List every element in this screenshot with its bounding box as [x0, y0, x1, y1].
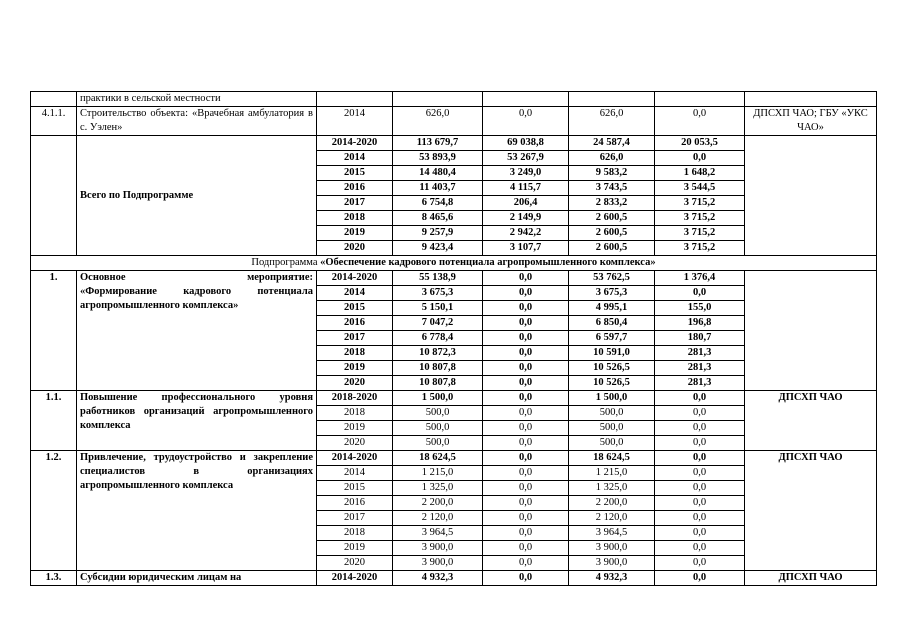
okrug-cell: 18 624,5 — [569, 451, 655, 466]
okrug-cell: 4 995,1 — [569, 301, 655, 316]
year-cell: 2020 — [317, 241, 393, 256]
total-cell: 113 679,7 — [393, 136, 483, 151]
year-cell: 2020 — [317, 556, 393, 571]
total-cell: 500,0 — [393, 406, 483, 421]
okrug-cell: 626,0 — [569, 107, 655, 136]
row-number: 1.1. — [31, 391, 77, 451]
federal-cell: 0,0 — [483, 526, 569, 541]
other-cell: 281,3 — [655, 346, 745, 361]
okrug-cell: 3 675,3 — [569, 286, 655, 301]
federal-cell: 0,0 — [483, 436, 569, 451]
federal-cell: 0,0 — [483, 496, 569, 511]
year-cell: 2019 — [317, 421, 393, 436]
federal-cell: 0,0 — [483, 361, 569, 376]
federal-cell: 69 038,8 — [483, 136, 569, 151]
okrug-cell: 500,0 — [569, 406, 655, 421]
item-name: Строительство объекта: «Врачебная амбулатория в с. Уэлен» — [77, 107, 317, 136]
subprogram-title: «Обеспечение кадрового потенциала агропромышленного комплекса» — [320, 257, 656, 268]
table-row — [31, 107, 877, 136]
year-cell: 2020 — [317, 436, 393, 451]
total-cell: 3 964,5 — [393, 526, 483, 541]
okrug-cell: 10 526,5 — [569, 376, 655, 391]
year-cell: 2014-2020 — [317, 451, 393, 466]
row-number: 1. — [31, 271, 77, 391]
okrug-cell: 2 200,0 — [569, 496, 655, 511]
federal-cell: 4 115,7 — [483, 181, 569, 196]
okrug-cell: 3 964,5 — [569, 526, 655, 541]
okrug-cell: 1 215,0 — [569, 466, 655, 481]
other-cell: 3 715,2 — [655, 226, 745, 241]
okrug-cell: 4 932,3 — [569, 571, 655, 586]
year-cell: 2016 — [317, 496, 393, 511]
budget-table-body — [31, 92, 877, 586]
row-number: 1.3. — [31, 571, 77, 586]
other-cell: 0,0 — [655, 391, 745, 406]
executor-cell — [745, 271, 877, 391]
okrug-cell: 6 597,7 — [569, 331, 655, 346]
year-cell: 2016 — [317, 181, 393, 196]
table-row — [31, 451, 877, 466]
table-row — [31, 271, 877, 286]
table-row — [31, 571, 877, 586]
total-cell: 3 900,0 — [393, 556, 483, 571]
federal-cell: 3 107,7 — [483, 241, 569, 256]
okrug-cell: 626,0 — [569, 151, 655, 166]
okrug-cell: 2 120,0 — [569, 511, 655, 526]
other-cell: 0,0 — [655, 436, 745, 451]
okrug-cell: 2 600,5 — [569, 241, 655, 256]
total-cell: 3 675,3 — [393, 286, 483, 301]
federal-cell: 0,0 — [483, 556, 569, 571]
other-cell: 180,7 — [655, 331, 745, 346]
total-cell: 55 138,9 — [393, 271, 483, 286]
federal-cell: 3 249,0 — [483, 166, 569, 181]
other-cell: 0,0 — [655, 421, 745, 436]
okrug-cell — [569, 92, 655, 107]
other-cell: 0,0 — [655, 571, 745, 586]
year-cell: 2014 — [317, 286, 393, 301]
year-cell: 2015 — [317, 166, 393, 181]
other-cell: 281,3 — [655, 361, 745, 376]
okrug-cell: 2 833,2 — [569, 196, 655, 211]
okrug-cell: 3 743,5 — [569, 181, 655, 196]
executor-cell: ДПСХП ЧАО — [745, 391, 877, 451]
total-cell: 10 807,8 — [393, 376, 483, 391]
table-row — [31, 136, 877, 151]
federal-cell: 0,0 — [483, 316, 569, 331]
other-cell: 155,0 — [655, 301, 745, 316]
federal-cell: 2 942,2 — [483, 226, 569, 241]
total-cell: 6 754,8 — [393, 196, 483, 211]
okrug-cell: 2 600,5 — [569, 226, 655, 241]
row-number — [31, 136, 77, 256]
year-cell: 2014 — [317, 466, 393, 481]
other-cell: 0,0 — [655, 107, 745, 136]
federal-cell: 0,0 — [483, 376, 569, 391]
year-cell: 2014-2020 — [317, 571, 393, 586]
federal-cell: 0,0 — [483, 406, 569, 421]
okrug-cell: 6 850,4 — [569, 316, 655, 331]
other-cell: 0,0 — [655, 511, 745, 526]
year-cell: 2019 — [317, 541, 393, 556]
table-row — [31, 391, 877, 406]
okrug-cell: 53 762,5 — [569, 271, 655, 286]
other-cell: 0,0 — [655, 286, 745, 301]
total-cell: 1 500,0 — [393, 391, 483, 406]
year-cell: 2018 — [317, 526, 393, 541]
federal-cell: 206,4 — [483, 196, 569, 211]
okrug-cell: 24 587,4 — [569, 136, 655, 151]
other-cell: 281,3 — [655, 376, 745, 391]
total-cell: 500,0 — [393, 436, 483, 451]
subprogram-header — [31, 256, 877, 271]
okrug-cell: 1 500,0 — [569, 391, 655, 406]
total-cell — [393, 92, 483, 107]
executor-cell — [745, 136, 877, 256]
federal-cell: 0,0 — [483, 466, 569, 481]
other-cell: 20 053,5 — [655, 136, 745, 151]
total-cell: 53 893,9 — [393, 151, 483, 166]
federal-cell: 0,0 — [483, 301, 569, 316]
total-cell: 2 120,0 — [393, 511, 483, 526]
other-cell: 3 715,2 — [655, 196, 745, 211]
other-cell — [655, 92, 745, 107]
other-cell: 0,0 — [655, 451, 745, 466]
total-cell: 9 423,4 — [393, 241, 483, 256]
federal-cell: 0,0 — [483, 346, 569, 361]
other-cell: 1 376,4 — [655, 271, 745, 286]
year-cell: 2019 — [317, 226, 393, 241]
year-cell: 2018 — [317, 346, 393, 361]
federal-cell: 0,0 — [483, 571, 569, 586]
okrug-cell: 2 600,5 — [569, 211, 655, 226]
year-cell: 2018 — [317, 211, 393, 226]
year-cell: 2019 — [317, 361, 393, 376]
executor-cell: ДПСХП ЧАО — [745, 451, 877, 571]
table-row — [31, 92, 877, 107]
okrug-cell: 3 900,0 — [569, 541, 655, 556]
item-name: Субсидии юридическим лицам на — [77, 571, 317, 586]
row-number: 4.1.1. — [31, 107, 77, 136]
okrug-cell: 10 526,5 — [569, 361, 655, 376]
other-cell: 0,0 — [655, 406, 745, 421]
other-cell: 0,0 — [655, 496, 745, 511]
year-cell: 2017 — [317, 331, 393, 346]
executor-cell — [745, 92, 877, 107]
total-cell: 14 480,4 — [393, 166, 483, 181]
total-cell: 2 200,0 — [393, 496, 483, 511]
federal-cell: 0,0 — [483, 481, 569, 496]
measure-name-part2: «Формирование кадрового потенциала агропромышленного комплекса» — [80, 286, 313, 311]
total-cell: 3 900,0 — [393, 541, 483, 556]
total-cell: 6 778,4 — [393, 331, 483, 346]
federal-cell: 0,0 — [483, 511, 569, 526]
other-cell: 1 648,2 — [655, 166, 745, 181]
total-cell: 7 047,2 — [393, 316, 483, 331]
total-cell: 1 215,0 — [393, 466, 483, 481]
federal-cell: 0,0 — [483, 391, 569, 406]
other-cell: 0,0 — [655, 541, 745, 556]
okrug-cell: 3 900,0 — [569, 556, 655, 571]
item-name: Привлечение, трудоустройство и закрепление специалистов в организациях агропромышленного комплекса — [77, 451, 317, 571]
federal-cell: 0,0 — [483, 271, 569, 286]
total-cell: 8 465,6 — [393, 211, 483, 226]
federal-cell: 0,0 — [483, 541, 569, 556]
federal-cell: 0,0 — [483, 286, 569, 301]
total-cell: 11 403,7 — [393, 181, 483, 196]
total-cell: 10 872,3 — [393, 346, 483, 361]
other-cell: 0,0 — [655, 151, 745, 166]
year-cell: 2015 — [317, 301, 393, 316]
subprogram-total-label: Всего по Подпрограмме — [77, 136, 317, 256]
okrug-cell: 10 591,0 — [569, 346, 655, 361]
other-cell: 3 715,2 — [655, 241, 745, 256]
total-cell: 626,0 — [393, 107, 483, 136]
other-cell: 196,8 — [655, 316, 745, 331]
federal-cell: 0,0 — [483, 331, 569, 346]
federal-cell: 53 267,9 — [483, 151, 569, 166]
other-cell: 3 715,2 — [655, 211, 745, 226]
item-name: Повышение профессионального уровня работников организаций агропромышленного комплекса — [77, 391, 317, 451]
measure-name — [77, 271, 317, 391]
year-cell: 2018 — [317, 406, 393, 421]
total-cell: 5 150,1 — [393, 301, 483, 316]
total-cell: 9 257,9 — [393, 226, 483, 241]
executor-cell: ДПСХП ЧАО — [745, 571, 877, 586]
year-cell: 2015 — [317, 481, 393, 496]
federal-cell: 0,0 — [483, 107, 569, 136]
year-cell: 2014 — [317, 151, 393, 166]
okrug-cell: 500,0 — [569, 436, 655, 451]
total-cell: 1 325,0 — [393, 481, 483, 496]
total-cell: 500,0 — [393, 421, 483, 436]
year-cell: 2014 — [317, 107, 393, 136]
okrug-cell: 9 583,2 — [569, 166, 655, 181]
other-cell: 0,0 — [655, 556, 745, 571]
federal-cell: 0,0 — [483, 451, 569, 466]
total-cell: 4 932,3 — [393, 571, 483, 586]
year-cell: 2014-2020 — [317, 136, 393, 151]
other-cell: 0,0 — [655, 481, 745, 496]
row-number: 1.2. — [31, 451, 77, 571]
year-cell: 2014-2020 — [317, 271, 393, 286]
total-cell: 10 807,8 — [393, 361, 483, 376]
executor-cell: ДПСХП ЧАО; ГБУ «УКС ЧАО» — [745, 107, 877, 136]
subprogram-prefix: Подпрограмма — [251, 257, 321, 268]
row-number-cell — [31, 92, 77, 107]
subprogram-header-row — [31, 256, 877, 271]
year-cell — [317, 92, 393, 107]
year-cell: 2017 — [317, 196, 393, 211]
year-cell: 2020 — [317, 376, 393, 391]
total-cell: 18 624,5 — [393, 451, 483, 466]
federal-cell — [483, 92, 569, 107]
continuation-text: практики в сельской местности — [77, 92, 317, 107]
federal-cell: 2 149,9 — [483, 211, 569, 226]
year-cell: 2016 — [317, 316, 393, 331]
budget-table — [30, 91, 877, 586]
okrug-cell: 500,0 — [569, 421, 655, 436]
measure-name-part1: Основное мероприятие: — [80, 272, 313, 283]
okrug-cell: 1 325,0 — [569, 481, 655, 496]
other-cell: 0,0 — [655, 526, 745, 541]
year-cell: 2018-2020 — [317, 391, 393, 406]
other-cell: 3 544,5 — [655, 181, 745, 196]
other-cell: 0,0 — [655, 466, 745, 481]
federal-cell: 0,0 — [483, 421, 569, 436]
year-cell: 2017 — [317, 511, 393, 526]
